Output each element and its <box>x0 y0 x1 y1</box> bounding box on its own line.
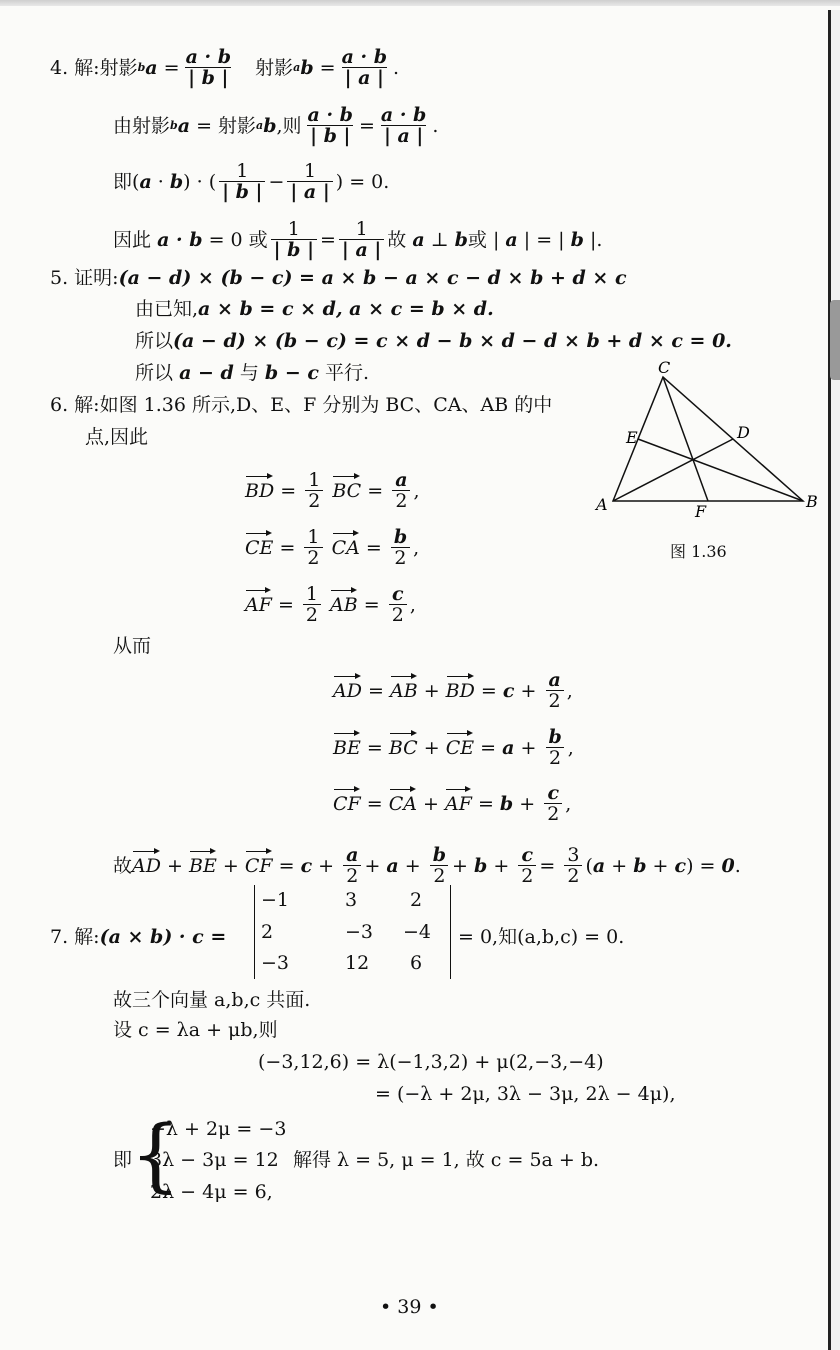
p7-line3: 设 c = λa + μb,则 <box>113 1019 278 1041</box>
p4-line3: 即 ( a · b ) · ( $\frac{1}{| b |}$ − $\frac{1}{| a |}$ ) = 0. <box>113 160 390 203</box>
determinant: −1 3 2 2 −3 −4 −3 12 6 <box>254 885 451 979</box>
system-brace: { <box>130 1108 181 1201</box>
book-spine-edge <box>828 10 840 1350</box>
label-a: A <box>596 495 608 514</box>
p7-solution: 解得 λ = 5, μ = 1, 故 c = 5a + b. <box>293 1149 600 1171</box>
p7-system-eq1: −λ + 2μ = −3 <box>150 1118 287 1140</box>
p6-eq-bd: BD = $\frac{1}{2}$ BC = $\frac{a}{2}$ , <box>245 469 420 512</box>
p7-system-prefix: 即 <box>113 1149 133 1171</box>
p6-conjunction: 从而 <box>113 635 152 657</box>
label-d: D <box>737 423 750 442</box>
label-c: C <box>658 360 671 377</box>
p4-label: 4. 解: <box>50 56 100 79</box>
p5-line2: 由已知, a × b = c × d, a × c = b × d. <box>135 298 494 320</box>
p5-line1: 5. 证明: (a − d) × (b − c) = a × b − a × c − d × b + d × c <box>50 267 627 289</box>
page-top-band <box>0 0 840 6</box>
p7-label: 7. 解: <box>50 926 100 948</box>
p6-eq-af: AF = $\frac{1}{2}$ AB = $\frac{c}{2}$ , <box>245 583 416 626</box>
label-b: B <box>806 492 818 511</box>
triangle-abc <box>613 377 803 501</box>
p6-line2: 点,因此 <box>85 426 149 448</box>
p5-line3: 所以 (a − d) × (b − c) = c × d − b × d − d × b + d × c = 0. <box>135 330 732 352</box>
p7-line5: = (−λ + 2μ, 3λ − 3μ, 2λ − 4μ), <box>375 1083 676 1105</box>
median-cf <box>663 377 708 501</box>
p6-eq-ad: AD = AB + BD = c + $\frac{a}{2}$ , <box>333 669 573 712</box>
p6-conclusion: 故 AD + BE + CF = c + $\frac{a}{2}$ + a + $\frac{b}{2}$ + b + $\frac{c}{2}$ = $\frac{3}{2}$ ( a + b + c ) = 0 . <box>113 844 741 887</box>
p7-system-eq3: 2λ − 4μ = 6, <box>150 1181 273 1203</box>
p5-label: 5. 证明: <box>50 267 119 289</box>
figure-caption: 图 1.36 <box>670 542 727 561</box>
p6-eq-be: BE = BC + CE = a + $\frac{b}{2}$ , <box>333 726 574 769</box>
p7-system-eq2: 3λ − 3μ = 12 <box>150 1149 279 1171</box>
p7-line4: (−3,12,6) = λ(−1,3,2) + μ(2,−3,−4) <box>258 1051 604 1073</box>
p4-line1: 4. 解: 射影 b a = $\frac{a \cdot b}{| b |}$ 射影 a b = $\frac{a \cdot b}{| a |}$ . <box>50 46 400 89</box>
page-tab-marker <box>830 300 840 380</box>
page-number: • 39 • <box>380 1296 439 1318</box>
label-e: E <box>626 428 638 447</box>
p7-line1: 7. 解: (a × b) · c = <box>50 926 227 948</box>
p5-line4: 所以 a − d 与 b − c 平行. <box>135 362 370 384</box>
p7-line2: 故三个向量 a,b,c 共面. <box>113 989 311 1011</box>
p4-line4: 因此 a · b = 0 或 $\frac{1}{| b |}$ = $\frac{1}{| a |}$ 故 a ⊥ b 或 | a | = | b | . <box>113 218 603 261</box>
p4-line2: 由射影 b a = 射影 a b ,则 $\frac{a \cdot b}{| b |}$ = $\frac{a \cdot b}{| a |}$ . <box>113 104 439 147</box>
p6-label: 6. 解: <box>50 394 100 416</box>
median-ad <box>613 439 733 501</box>
p6-eq-ce: CE = $\frac{1}{2}$ CA = $\frac{b}{2}$ , <box>245 526 420 569</box>
p6-line1: 6. 解: 如图 1.36 所示,D、E、F 分别为 BC、CA、AB 的中 <box>50 394 553 416</box>
median-be <box>638 439 803 501</box>
triangle-figure <box>590 360 825 520</box>
p7-rhs: = 0,知(a,b,c) = 0. <box>458 926 625 948</box>
p6-eq-cf: CF = CA + AF = b + $\frac{c}{2}$ , <box>333 782 572 825</box>
label-f: F <box>695 502 707 520</box>
